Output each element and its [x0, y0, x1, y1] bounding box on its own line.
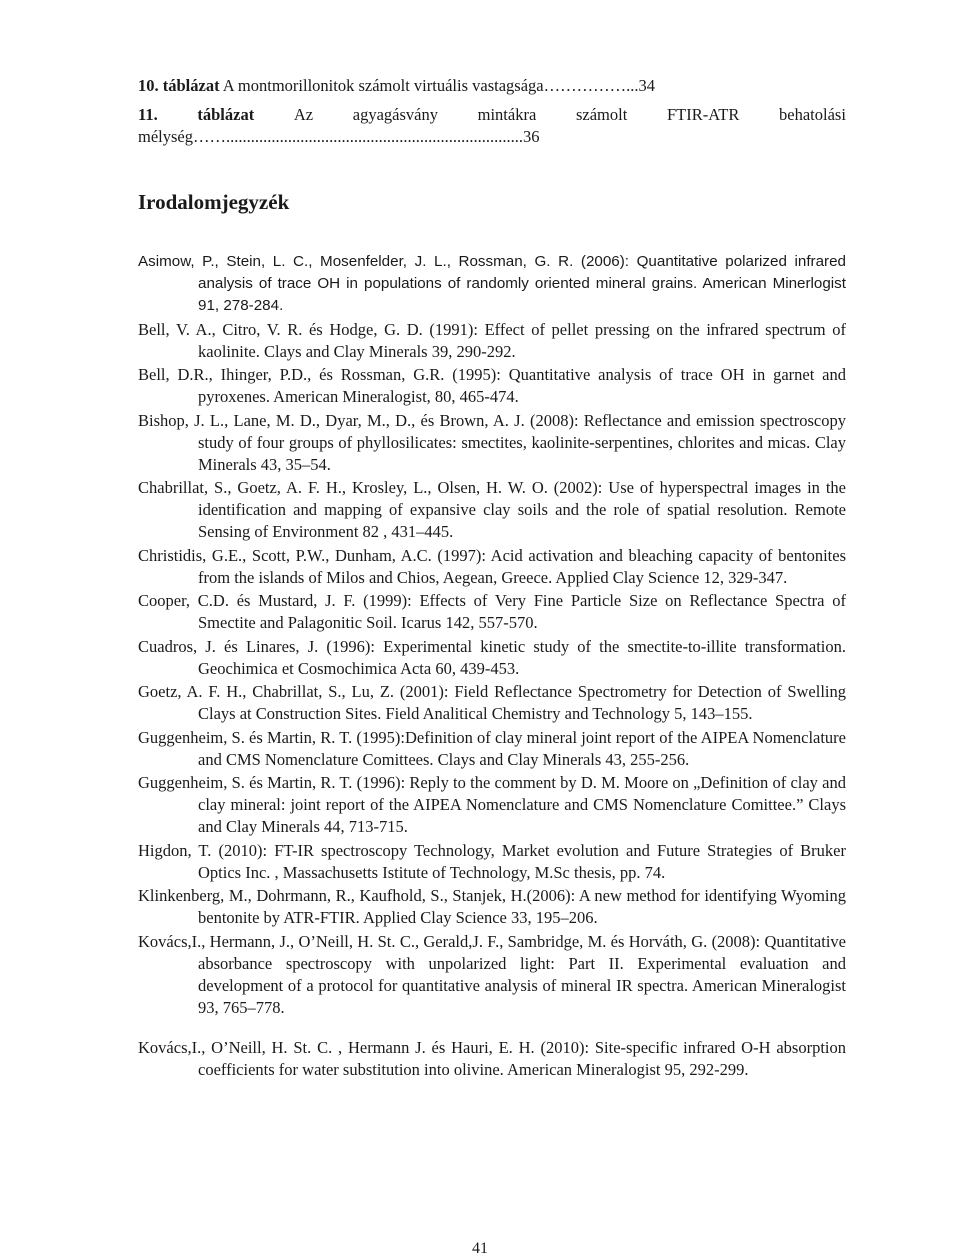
toc-entry-text: A montmorillonitok számolt virtuális vastagsága……………...34 [222, 76, 655, 95]
reference-entry: Guggenheim, S. és Martin, R. T. (1995):Definition of clay mineral joint report of the AIPEA Nomenclature and CMS Nomenclature Comittees. Clays and Clay Minerals 43, 255-256. [138, 727, 846, 769]
reference-entry: Christidis, G.E., Scott, P.W., Dunham, A.C. (1997): Acid activation and bleaching capacity of bentonites from the islands of Milos and Chios, Aegean, Greece. Applied Clay Science 12, 329-347. [138, 545, 846, 587]
reference-entry: Klinkenberg, M., Dohrmann, R., Kaufhold, S., Stanjek, H.(2006): A new method for identifying Wyoming bentonite by ATR-FTIR. Applied Clay Science 33, 195–206. [138, 886, 846, 927]
reference-entry: Cuadros, J. és Linares, J. (1996): Experimental kinetic study of the smectite-to-illite transformation. Geochimica et Cosmochimica Acta 60, 439-453. [138, 636, 846, 678]
reference-entry: Bell, V. A., Citro, V. R. és Hodge, G. D. (1991): Effect of pellet pressing on the infrared spectrum of kaolinite. Clays and Clay Minerals 39, 290-292. [138, 319, 846, 361]
toc-entry-word: Az [293, 105, 314, 124]
toc-entry-word: számolt [575, 105, 628, 124]
reference-entry: Goetz, A. F. H., Chabrillat, S., Lu, Z. (2001): Field Reflectance Spectrometry for Detection of Swelling Clays at Construction Sites. Field Analitical Chemistry and Technology 5, 143–155. [138, 682, 846, 723]
reference-entry: Asimow, P., Stein, L. C., Mosenfelder, J. L., Rossman, G. R. (2006): Quantitative polarized infrared analysis of trace OH in populations of randomly oriented mineral grains. American Minerlogist 91, 278-284. [138, 253, 846, 314]
toc-entry-label: táblázat [197, 105, 255, 124]
toc-entry-number: 10. [138, 76, 159, 95]
toc-entry-word: behatolási [779, 105, 846, 124]
reference-entry: Bishop, J. L., Lane, M. D., Dyar, M., D., és Brown, A. J. (2008): Reflectance and emission spectroscopy study of four groups of phyllosilicates: smectites, kaolinite-serpentines, chlorites and micas. Clay Minerals 43, 35–54. [138, 410, 846, 474]
toc-entry-line [138, 104, 846, 126]
reference-entry: Cooper, C.D. és Mustard, J. F. (1999): Effects of Very Fine Particle Size on Reflectance Spectra of Smectite and Palagonitic Soil. Icarus 142, 557-570. [138, 591, 846, 632]
reference-entry: Higdon, T. (2010): FT-IR spectroscopy Technology, Market evolution and Future Strategies of Bruker Optics Inc. , Massachusetts Istitute of Technology, M.Sc thesis, pp. 74. [138, 840, 846, 882]
toc-entry-number: 11. [138, 105, 158, 124]
reference-entry: Chabrillat, S., Goetz, A. F. H., Krosley, L., Olsen, H. W. O. (2002): Use of hyperspectral images in the identification and mapping of expansive clay soils and the role of spatial resolution. Remote Sensing of Environment 82 , 431–445. [138, 478, 846, 541]
toc-entry-label: táblázat [162, 76, 220, 95]
page-number: 41 [472, 1240, 488, 1257]
toc-entry-word: agyagásvány [352, 105, 438, 124]
toc-entry-word: mintákra [477, 105, 537, 124]
toc-entry-11 [138, 104, 846, 148]
section-heading: Irodalomjegyzék [138, 190, 290, 214]
reference-entry: Bell, D.R., Ihinger, P.D., és Rossman, G.R. (1995): Quantitative analysis of trace OH in garnet and pyroxenes. American Mineralogist, 80, 465-474. [138, 365, 846, 406]
reference-list [138, 251, 846, 1082]
toc-entry-10 [138, 75, 846, 97]
reference-entry: Kovács,I., Hermann, J., O’Neill, H. St. C., Gerald,J. F., Sambridge, M. és Horváth, G. (2008): Quantitative absorbance spectroscopy with unpolarized light: Part II. Experimental evaluation and development of a protocol for quantitative analysis of mineral IR spectra. American Mineralogist 93, 765–778. [138, 931, 846, 1017]
reference-entry: Kovács,I., O’Neill, H. St. C. , Hermann J. és Hauri, E. H. (2010): Site-specific infrared O-H absorption coefficients for water substitution into olivine. American Mineralogist 95, 292-299. [138, 1037, 846, 1079]
toc-entry-word: FTIR-ATR [666, 105, 740, 124]
reference-entry: Guggenheim, S. és Martin, R. T. (1996): Reply to the comment by D. M. Moore on „Definition of clay and clay mineral: joint report of the AIPEA Nomenclature and CMS Nomenclature Comittee.” Clays and Clay Minerals 44, 713-715. [138, 773, 846, 836]
toc-entry-continuation: mélység……........................................................................36 [138, 127, 540, 146]
